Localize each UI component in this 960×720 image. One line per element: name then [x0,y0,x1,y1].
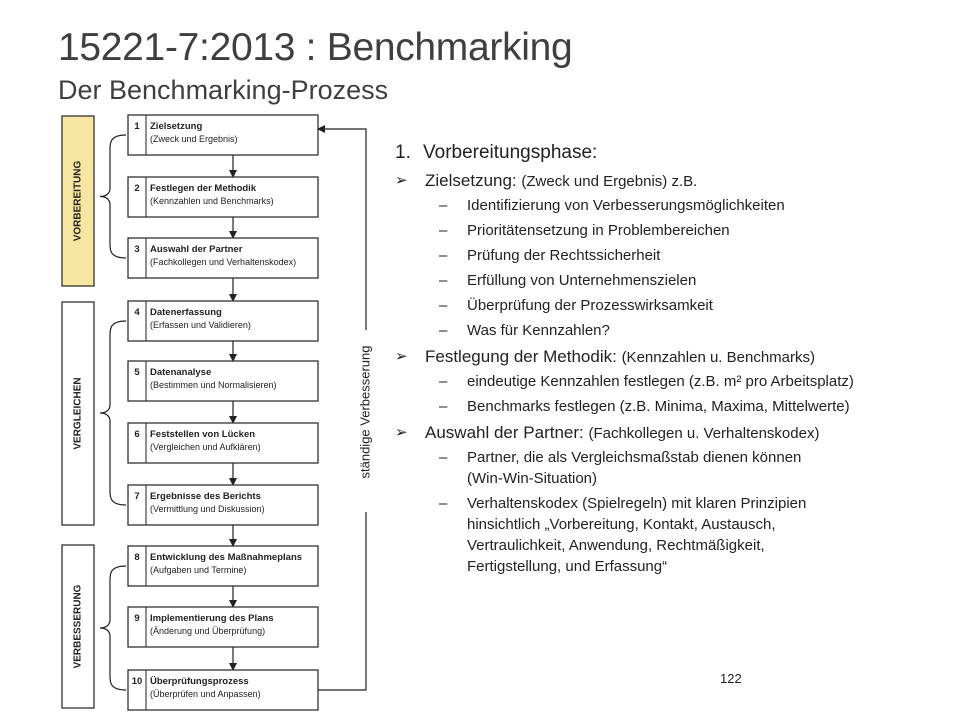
step-title: Ergebnisse des Berichts [150,491,261,502]
sub-item-text: Was für Kennzahlen? [467,322,610,339]
dash-icon: – [439,247,448,264]
step-subtitle: (Fachkollegen und Verhaltenskodex) [150,257,297,267]
step-box [128,238,318,278]
sub-item-text: Partner, die als Vergleichsmaßstab dienen können (Win-Win-Situation) [467,449,802,487]
step-box [128,423,318,463]
sub-item-text: Erfüllung von Unternehmenszielen [467,272,697,289]
step-subtitle: (Vermittlung und Diskussion) [150,504,265,514]
sub-item [395,447,955,489]
step-box [128,177,318,217]
step-title: Feststellen von Lücken [150,429,256,440]
sub-item-text: Prioritätensetzung in Problembereichen [467,222,730,239]
dash-icon: – [439,398,448,415]
sub-item [395,245,955,266]
sub-item [395,371,955,392]
step-number: 7 [134,491,140,502]
heading-text: Vorbereitungsphase: [423,142,598,163]
step-subtitle: (Änderung und Überprüfung) [150,626,266,636]
sub-item [395,396,955,417]
arrow-bullet-icon: ➢ [395,424,408,441]
step-number: 2 [134,183,140,194]
step-number: 3 [134,244,140,255]
step-box [128,115,318,155]
dash-icon: – [439,449,448,466]
step-subtitle: (Kennzahlen und Benchmarks) [150,196,274,206]
dash-icon: – [439,197,448,214]
content-panel [395,142,955,577]
step-number: 1 [134,121,140,132]
phase-brace [100,135,126,258]
sub-item [395,270,955,291]
section-label: Festlegung der Methodik: [425,347,622,366]
sub-item [395,320,955,341]
dash-icon: – [439,272,448,289]
sub-item-text: Benchmarks festlegen (z.B. Minima, Maxima, Mittelwerte) [467,398,850,415]
step-subtitle: (Vergleichen und Aufklären) [150,442,261,452]
step-subtitle: (Überprüfen und Anpassen) [150,689,261,699]
step-box [128,670,318,710]
step-number: 5 [134,367,140,378]
step-subtitle: (Aufgaben und Termine) [150,565,247,575]
arrow-bullet-icon: ➢ [395,348,408,365]
dash-icon: – [439,495,448,512]
sub-item-text: eindeutige Kennzahlen festlegen (z.B. m² pro Arbeitsplatz) [467,373,854,390]
step-title: Auswahl der Partner [150,244,243,255]
dash-icon: – [439,322,448,339]
step-number: 8 [134,552,140,563]
sub-item-text: Überprüfung der Prozesswirksamkeit [467,297,713,314]
phase-heading [395,142,955,164]
sub-item [395,295,955,316]
arrow-bullet-icon: ➢ [395,172,408,189]
step-title: Zielsetzung [150,121,203,132]
loop-label: ständige Verbesserung [357,345,373,479]
section-label: Auswahl der Partner: [425,423,589,442]
sub-item [395,195,955,216]
step-number: 9 [134,613,140,624]
step-box [128,485,318,525]
step-number: 10 [131,676,143,687]
step-box [128,361,318,401]
step-title: Implementierung des Plans [150,613,274,624]
loop-line-upper [318,129,366,330]
step-box [128,301,318,341]
dash-icon: – [439,297,448,314]
step-title: Datenanalyse [150,367,212,378]
section-label: Zielsetzung: [425,171,522,190]
sub-item-text: Verhaltenskodex (Spielregeln) mit klaren Prinzipien hinsichtlich „Vorbereitung, Kontakt, Austausch, Vertraulichkeit, Anwendung, Rechtmäßigkeit, Fertigstellung, und Erfassung“ [467,495,807,575]
page-number: 122 [720,671,742,686]
page-title: 15221-7:2013 : Benchmarking [58,26,573,69]
heading-number: 1. [395,142,411,163]
step-title: Entwicklung des Maßnahmeplans [150,552,303,563]
phase-brace [100,566,126,690]
section-detail: (Fachkollegen u. Verhaltenskodex) [588,425,820,442]
step-subtitle: (Erfassen und Validieren) [150,320,251,330]
sub-item-text: Identifizierung von Verbesserungsmöglichkeiten [467,197,785,214]
sub-item [395,220,955,241]
step-number: 4 [134,307,140,318]
sections-list [395,171,955,577]
section-bullet [395,423,955,443]
section-bullet [395,171,955,191]
section-detail: (Zweck und Ergebnis) z.B. [521,173,698,190]
step-box [128,607,318,647]
dash-icon: – [439,373,448,390]
step-title: Datenerfassung [150,307,222,318]
step-box [128,546,318,586]
sub-item-text: Prüfung der Rechtssicherheit [467,247,661,264]
page-subtitle: Der Benchmarking-Prozess [58,75,389,105]
phase-brace [100,321,126,505]
phase-label: VERGLEICHEN [72,377,84,450]
section-detail: (Kennzahlen u. Benchmarks) [621,349,815,366]
step-number: 6 [134,429,140,440]
step-subtitle: (Bestimmen und Normalisieren) [150,380,277,390]
step-subtitle: (Zweck und Ergebnis) [150,134,238,144]
step-title: Festlegen der Methodik [150,183,257,194]
phase-label: VERBESSERUNG [72,584,84,669]
loop-line-lower [318,512,366,690]
benchmarking-process-diagram [0,0,390,720]
section-bullet [395,347,955,367]
step-title: Überprüfungsprozess [150,676,249,687]
dash-icon: – [439,222,448,239]
phase-label: VORBEREITUNG [72,160,84,242]
sub-item [395,493,955,577]
